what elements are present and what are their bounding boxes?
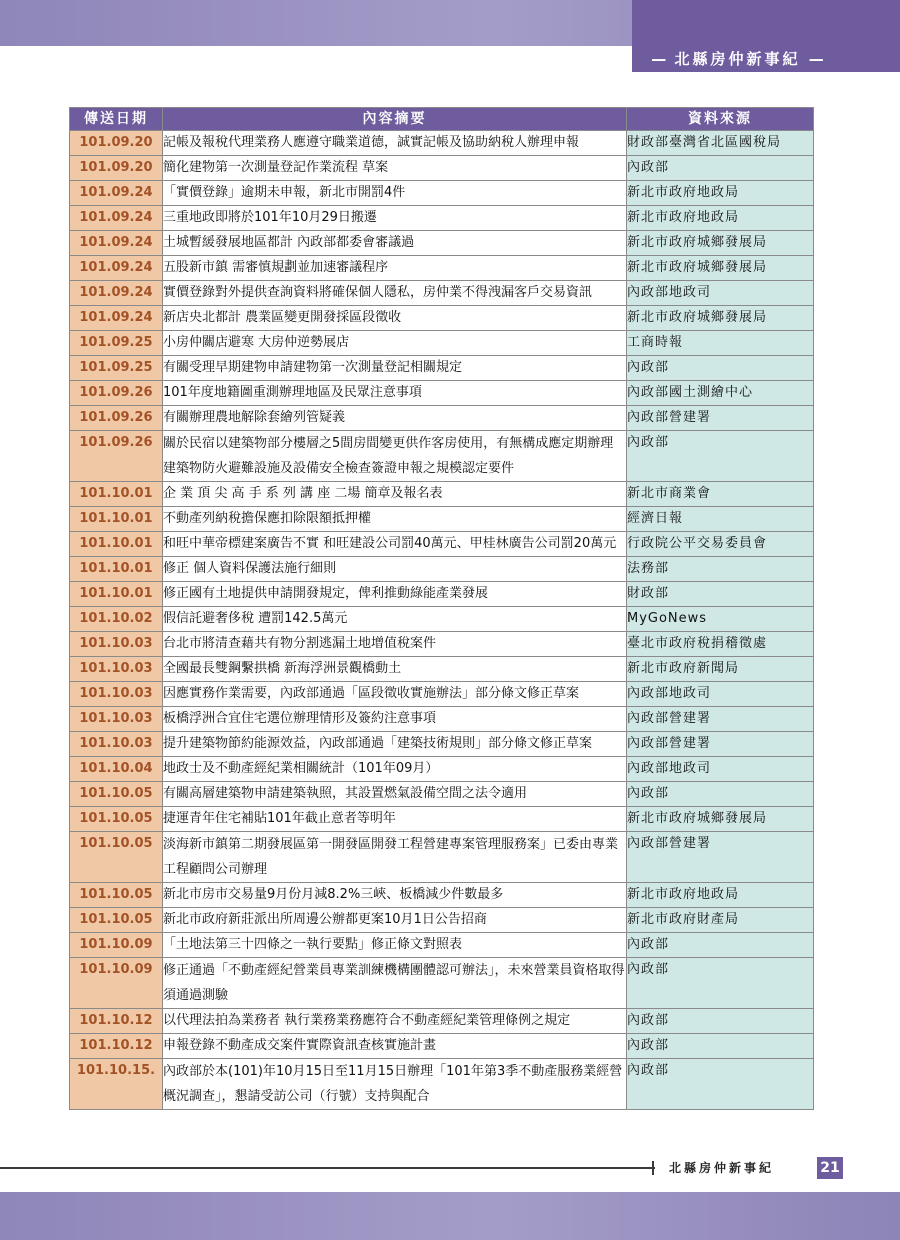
source-cell: 內政部營建署 <box>627 406 814 431</box>
table-row <box>70 181 814 206</box>
source-cell: 內政部 <box>627 356 814 381</box>
date-cell: 101.10.03 <box>70 632 163 657</box>
page-number: 21 <box>817 1157 843 1179</box>
table-header-row <box>70 108 814 131</box>
summary-cell: 內政部於本(101)年10月15日至11月15日辦理「101年第3季不動產服務業經營概況調查」，懇請受訪公司（行號）支持與配合 <box>163 1059 627 1110</box>
summary-cell: 有關受理早期建物申請建物第一次測量登記相關規定 <box>163 356 627 381</box>
summary-cell: 申報登錄不動產成交案件實際資訊查核實施計畫 <box>163 1034 627 1059</box>
date-cell: 101.09.24 <box>70 231 163 256</box>
table-body <box>70 131 814 1110</box>
date-cell: 101.09.24 <box>70 256 163 281</box>
source-cell: 內政部 <box>627 1009 814 1034</box>
date-cell: 101.10.03 <box>70 707 163 732</box>
source-cell: 財政部 <box>627 582 814 607</box>
header-title: — 北縣房仲新事紀 — <box>651 50 824 68</box>
table-row <box>70 1009 814 1034</box>
source-cell: 新北市政府城鄉發展局 <box>627 807 814 832</box>
summary-cell: 「土地法第三十四條之一執行要點」修正條文對照表 <box>163 933 627 958</box>
table-row <box>70 406 814 431</box>
date-cell: 101.09.24 <box>70 281 163 306</box>
date-cell: 101.10.01 <box>70 482 163 507</box>
date-cell: 101.09.20 <box>70 156 163 181</box>
table-row <box>70 582 814 607</box>
footer-rule-tick <box>652 1161 654 1175</box>
source-cell: 經濟日報 <box>627 507 814 532</box>
source-cell: 內政部 <box>627 958 814 1009</box>
table-row <box>70 657 814 682</box>
table-row <box>70 632 814 657</box>
source-cell: 內政部 <box>627 156 814 181</box>
summary-cell: 因應實務作業需要，內政部通過「區段徵收實施辦法」部分條文修正草案 <box>163 682 627 707</box>
summary-cell: 地政士及不動產經紀業相關統計（101年09月） <box>163 757 627 782</box>
source-cell: 行政院公平交易委員會 <box>627 532 814 557</box>
date-cell: 101.09.24 <box>70 181 163 206</box>
source-cell: 內政部地政司 <box>627 682 814 707</box>
summary-cell: 以代理法拍為業務者 執行業務業務應符合不動產經紀業管理條例之規定 <box>163 1009 627 1034</box>
source-cell: 工商時報 <box>627 331 814 356</box>
table-row <box>70 682 814 707</box>
summary-cell: 新北市政府新莊派出所周邊公辦都更案10月1日公告招商 <box>163 908 627 933</box>
source-cell: 臺北市政府稅捐稽徵處 <box>627 632 814 657</box>
table-row <box>70 306 814 331</box>
summary-cell: 記帳及報稅代理業務人應遵守職業道德，誠實記帳及協助納稅人辦理申報 <box>163 131 627 156</box>
summary-cell: 新北市房市交易量9月份月減8.2%三峽、板橋減少件數最多 <box>163 883 627 908</box>
date-cell: 101.09.26 <box>70 406 163 431</box>
summary-cell: 小房仲關店避寒 大房仲逆勢展店 <box>163 331 627 356</box>
summary-cell: 實價登錄對外提供查詢資料將確保個人隱私，房仲業不得洩漏客戶交易資訊 <box>163 281 627 306</box>
summary-cell: 不動產列納稅擔保應扣除限額抵押權 <box>163 507 627 532</box>
table-row <box>70 782 814 807</box>
table-row <box>70 482 814 507</box>
summary-cell: 101年度地籍圖重測辦理地區及民眾注意事項 <box>163 381 627 406</box>
date-cell: 101.10.01 <box>70 532 163 557</box>
table-row <box>70 131 814 156</box>
table-row <box>70 1034 814 1059</box>
date-cell: 101.10.12 <box>70 1009 163 1034</box>
date-cell: 101.10.01 <box>70 557 163 582</box>
source-cell: 內政部 <box>627 431 814 482</box>
source-cell: 法務部 <box>627 557 814 582</box>
summary-cell: 關於民宿以建築物部分樓層之5間房間變更供作客房使用，有無構成應定期辦理建築物防火避難設施及設備安全檢查簽證申報之規模認定要件 <box>163 431 627 482</box>
date-cell: 101.10.01 <box>70 507 163 532</box>
summary-cell: 修正通過「不動產經紀營業員專業訓練機構團體認可辦法」，未來營業員資格取得須通過測驗 <box>163 958 627 1009</box>
table-row <box>70 757 814 782</box>
date-cell: 101.10.09 <box>70 933 163 958</box>
summary-cell: 捷運青年住宅補貼101年截止意者等明年 <box>163 807 627 832</box>
summary-cell: 提升建築物節約能源效益，內政部通過「建築技術規則」部分條文修正草案 <box>163 732 627 757</box>
table-row <box>70 557 814 582</box>
date-cell: 101.10.05 <box>70 807 163 832</box>
source-cell: 內政部地政司 <box>627 281 814 306</box>
date-cell: 101.10.03 <box>70 732 163 757</box>
summary-cell: 有關辦理農地解除套繪列管疑義 <box>163 406 627 431</box>
summary-cell: 五股新市鎮 需審慎規劃並加速審議程序 <box>163 256 627 281</box>
date-cell: 101.09.26 <box>70 381 163 406</box>
column-header-source: 資料來源 <box>627 108 814 131</box>
summary-cell: 台北市將清查藉共有物分割逃漏土地增值稅案件 <box>163 632 627 657</box>
table-row <box>70 908 814 933</box>
column-header-summary: 內容摘要 <box>163 108 627 131</box>
summary-cell: 假信託避奢侈稅 遭罰142.5萬元 <box>163 607 627 632</box>
table-row <box>70 958 814 1009</box>
source-cell: 新北市政府新聞局 <box>627 657 814 682</box>
date-cell: 101.10.03 <box>70 657 163 682</box>
date-cell: 101.09.25 <box>70 331 163 356</box>
date-cell: 101.10.02 <box>70 607 163 632</box>
date-cell: 101.10.01 <box>70 582 163 607</box>
footer-title: 北縣房仲新事紀 <box>669 1161 775 1175</box>
source-cell: 新北市政府城鄉發展局 <box>627 256 814 281</box>
summary-cell: 「實價登錄」逾期未申報，新北市開罰4件 <box>163 181 627 206</box>
summary-cell: 三重地政即將於101年10月29日搬遷 <box>163 206 627 231</box>
summary-cell: 板橋浮洲合宜住宅選位辦理情形及簽約注意事項 <box>163 707 627 732</box>
summary-cell: 淡海新市鎮第二期發展區第一開發區開發工程營建專案管理服務案」已委由專業工程顧問公司辦理 <box>163 832 627 883</box>
source-cell: 財政部臺灣省北區國稅局 <box>627 131 814 156</box>
date-cell: 101.10.05 <box>70 883 163 908</box>
date-cell: 101.09.20 <box>70 131 163 156</box>
date-cell: 101.10.04 <box>70 757 163 782</box>
date-cell: 101.10.05 <box>70 908 163 933</box>
source-cell: 內政部 <box>627 1059 814 1110</box>
table-row <box>70 331 814 356</box>
source-cell: 內政部 <box>627 933 814 958</box>
table-row <box>70 507 814 532</box>
table-row <box>70 431 814 482</box>
source-cell: 內政部營建署 <box>627 732 814 757</box>
summary-cell: 全國最長雙鋼繫拱橋 新海浮洲景觀橋動土 <box>163 657 627 682</box>
date-cell: 101.09.26 <box>70 431 163 482</box>
summary-cell: 和旺中華帝標建案廣告不實 和旺建設公司罰40萬元、甲桂林廣告公司罰20萬元 <box>163 532 627 557</box>
table-row <box>70 356 814 381</box>
source-cell: MyGoNews <box>627 607 814 632</box>
table-row <box>70 607 814 632</box>
table-row <box>70 883 814 908</box>
source-cell: 內政部國土測繪中心 <box>627 381 814 406</box>
news-table <box>69 107 814 1110</box>
source-cell: 新北市政府城鄉發展局 <box>627 231 814 256</box>
summary-cell: 修正國有土地提供申請開發規定，俾利推動綠能產業發展 <box>163 582 627 607</box>
table-row <box>70 933 814 958</box>
source-cell: 內政部營建署 <box>627 707 814 732</box>
table-row <box>70 807 814 832</box>
date-cell: 101.10.15. <box>70 1059 163 1110</box>
date-cell: 101.10.03 <box>70 682 163 707</box>
table-row <box>70 256 814 281</box>
source-cell: 新北市政府地政局 <box>627 181 814 206</box>
source-cell: 新北市政府地政局 <box>627 206 814 231</box>
date-cell: 101.09.24 <box>70 206 163 231</box>
source-cell: 新北市政府地政局 <box>627 883 814 908</box>
footer-rule <box>0 1167 655 1169</box>
date-cell: 101.09.24 <box>70 306 163 331</box>
summary-cell: 企 業 頂 尖 高 手 系 列 講 座 二場 簡章及報名表 <box>163 482 627 507</box>
table-row <box>70 1059 814 1110</box>
table-row <box>70 206 814 231</box>
summary-cell: 修正 個人資料保護法施行細則 <box>163 557 627 582</box>
table-row <box>70 156 814 181</box>
source-cell: 新北市商業會 <box>627 482 814 507</box>
table-row <box>70 231 814 256</box>
summary-cell: 新店央北都計 農業區變更開發採區段徵收 <box>163 306 627 331</box>
table-row <box>70 732 814 757</box>
table-row <box>70 381 814 406</box>
table-row <box>70 532 814 557</box>
summary-cell: 土城暫緩發展地區都計 內政部都委會審議過 <box>163 231 627 256</box>
date-cell: 101.10.05 <box>70 832 163 883</box>
date-cell: 101.09.25 <box>70 356 163 381</box>
date-cell: 101.10.05 <box>70 782 163 807</box>
source-cell: 新北市政府城鄉發展局 <box>627 306 814 331</box>
column-header-date: 傳送日期 <box>70 108 163 131</box>
table-row <box>70 707 814 732</box>
summary-cell: 簡化建物第一次測量登記作業流程 草案 <box>163 156 627 181</box>
source-cell: 內政部 <box>627 782 814 807</box>
source-cell: 內政部 <box>627 1034 814 1059</box>
date-cell: 101.10.09 <box>70 958 163 1009</box>
table-row <box>70 832 814 883</box>
source-cell: 新北市政府財產局 <box>627 908 814 933</box>
summary-cell: 有關高層建築物申請建築執照，其設置燃氣設備空間之法令適用 <box>163 782 627 807</box>
table-row <box>70 281 814 306</box>
source-cell: 內政部營建署 <box>627 832 814 883</box>
source-cell: 內政部地政司 <box>627 757 814 782</box>
bottom-banner <box>0 1192 900 1240</box>
date-cell: 101.10.12 <box>70 1034 163 1059</box>
